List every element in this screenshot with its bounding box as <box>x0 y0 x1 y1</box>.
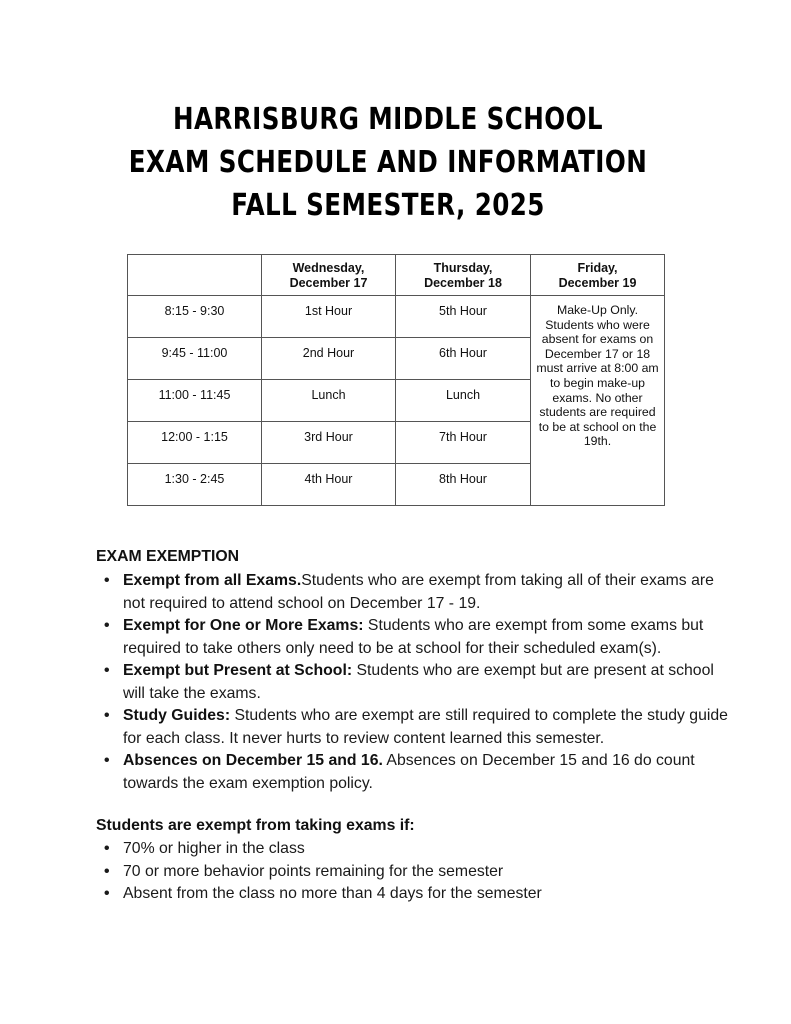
item-label: Exempt but Present at School: <box>123 662 353 679</box>
bullet-icon: • <box>104 617 110 634</box>
header-cell-thursday: Thursday, December 18 <box>396 255 531 296</box>
item-text: Absences on December 15 and 16 do count towards the exam exemption policy. <box>123 752 695 792</box>
criterion-text: Absent from the class no more than 4 days for the semester <box>123 885 542 902</box>
header-cell-friday: Friday, December 19 <box>531 255 665 296</box>
wednesday-cell: Lunch <box>262 380 396 422</box>
thursday-cell: 8th Hour <box>396 464 531 506</box>
wednesday-cell: 2nd Hour <box>262 338 396 380</box>
time-cell: 11:00 - 11:45 <box>128 380 262 422</box>
list-item <box>96 883 736 906</box>
criteria-section <box>96 815 736 906</box>
item-text: Students who are exempt from some exams but required to take others only need to be at school for their scheduled exam(s). <box>123 617 704 657</box>
item-text: Students who are exempt from taking all of their exams are not required to attend school on December 17 - 19. <box>123 572 714 612</box>
item-label: Absences on December 15 and 16. <box>123 752 383 769</box>
bullet-icon: • <box>104 572 110 589</box>
time-cell: 1:30 - 2:45 <box>128 464 262 506</box>
criteria-heading: Students are exempt from taking exams if: <box>96 817 415 834</box>
document-title <box>0 98 776 227</box>
list-item <box>96 615 736 660</box>
bullet-icon: • <box>104 752 110 769</box>
wednesday-cell: 1st Hour <box>262 296 396 338</box>
bullet-icon: • <box>104 885 110 902</box>
criteria-list <box>96 838 736 906</box>
time-cell: 9:45 - 11:00 <box>128 338 262 380</box>
table-header-row <box>128 255 665 296</box>
list-item <box>96 750 736 795</box>
bullet-icon: • <box>104 662 110 679</box>
bullet-icon: • <box>104 840 110 857</box>
wednesday-cell: 3rd Hour <box>262 422 396 464</box>
time-cell: 8:15 - 9:30 <box>128 296 262 338</box>
semester-label: FALL SEMESTER, 2025 <box>231 188 545 223</box>
wednesday-cell: 4th Hour <box>262 464 396 506</box>
criterion-text: 70 or more behavior points remaining for the semester <box>123 862 504 880</box>
exemption-list <box>96 570 736 795</box>
school-name: HARRISBURG MIDDLE SCHOOL <box>172 102 604 137</box>
header-cell-wednesday: Wednesday, December 17 <box>262 255 396 296</box>
list-item <box>96 570 736 615</box>
exemption-section <box>96 546 736 906</box>
bullet-icon: • <box>104 862 110 880</box>
exam-schedule-table <box>127 254 665 506</box>
list-item <box>96 861 736 884</box>
item-text: Students who are exempt are still required to complete the study guide for each class. It never hurts to review content learned this semester. <box>123 707 728 747</box>
thursday-cell: Lunch <box>396 380 531 422</box>
time-cell: 12:00 - 1:15 <box>128 422 262 464</box>
thursday-cell: 5th Hour <box>396 296 531 338</box>
bullet-icon: • <box>104 707 110 724</box>
exemption-heading: EXAM EXEMPTION <box>96 548 240 565</box>
list-item <box>96 705 736 750</box>
item-label: Exempt from all Exams. <box>123 572 302 589</box>
thursday-cell: 6th Hour <box>396 338 531 380</box>
item-label: Exempt for One or More Exams: <box>123 617 364 634</box>
list-item <box>96 660 736 705</box>
item-text: Students who are exempt but are present at school will take the exams. <box>123 662 714 702</box>
header-cell-blank <box>128 255 262 296</box>
table-row <box>128 296 665 338</box>
friday-makeup-note: Make-Up Only. Students who were absent for exams on December 17 or 18 must arrive at 8:00 am to begin make-up exams. No other students are required to be at school on the 19th. <box>531 296 665 506</box>
list-item <box>96 838 736 861</box>
item-label: Study Guides: <box>123 707 231 724</box>
document-subtitle: EXAM SCHEDULE AND INFORMATION <box>128 145 648 180</box>
criterion-text: 70% or higher in the class <box>123 840 305 857</box>
thursday-cell: 7th Hour <box>396 422 531 464</box>
